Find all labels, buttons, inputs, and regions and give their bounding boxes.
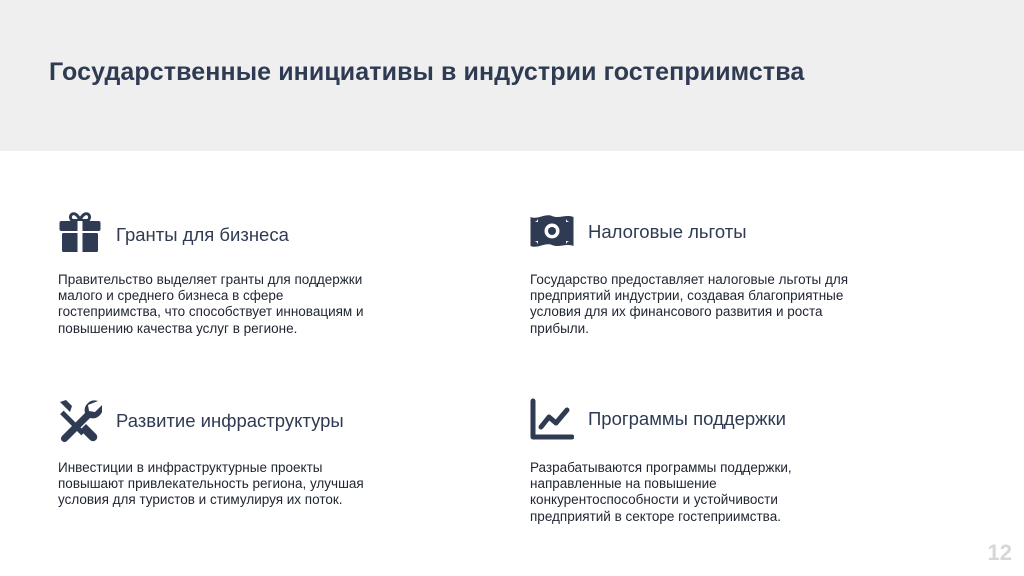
text-line: повышению качества услуг в регионе. — [58, 320, 298, 336]
text-line: конкурентоспособности и устойчивости — [530, 492, 778, 508]
text-line: Инвестиции в инфраструктурные проекты — [58, 460, 323, 475]
gift-icon — [58, 210, 102, 254]
card-heading: Налоговые льготы — [588, 221, 747, 242]
text-line: Разрабатываются программы поддержки, — [530, 460, 792, 475]
card-text — [530, 460, 930, 525]
text-line: направленные на повышение — [530, 476, 717, 492]
text-line: Правительство выделяет гранты для поддержки — [58, 272, 363, 287]
text-line: малого и среднего бизнеса в сфере — [58, 288, 284, 304]
header-band — [0, 0, 1024, 151]
tools-icon — [58, 398, 102, 442]
money-bill-icon — [530, 210, 574, 254]
text-line: предприятий в секторе гостеприимства. — [530, 508, 781, 524]
text-line: гостеприимства, что способствует инновациям и — [58, 304, 364, 320]
text-line: предприятий индустрии, создавая благоприятные — [530, 288, 844, 304]
page-number: 12 — [987, 540, 1012, 565]
text-line: Государство предоставляет налоговые льготы для — [530, 272, 849, 287]
card-heading: Развитие инфраструктуры — [116, 410, 344, 431]
card-text — [58, 272, 458, 337]
card-text — [58, 460, 458, 509]
text-line: повышают привлекательность региона, улучшая — [58, 476, 364, 492]
card-heading: Программы поддержки — [588, 408, 786, 429]
line-chart-icon — [530, 398, 574, 442]
page-title: Государственные инициативы в индустрии гостеприимства — [49, 58, 805, 86]
card-heading: Гранты для бизнеса — [116, 224, 289, 245]
text-line: прибыли. — [530, 320, 589, 336]
text-line: условия для туристов и стимулируя их поток. — [58, 492, 343, 508]
card-text — [530, 272, 950, 337]
text-line: условия для их финансового развития и роста — [530, 304, 823, 320]
